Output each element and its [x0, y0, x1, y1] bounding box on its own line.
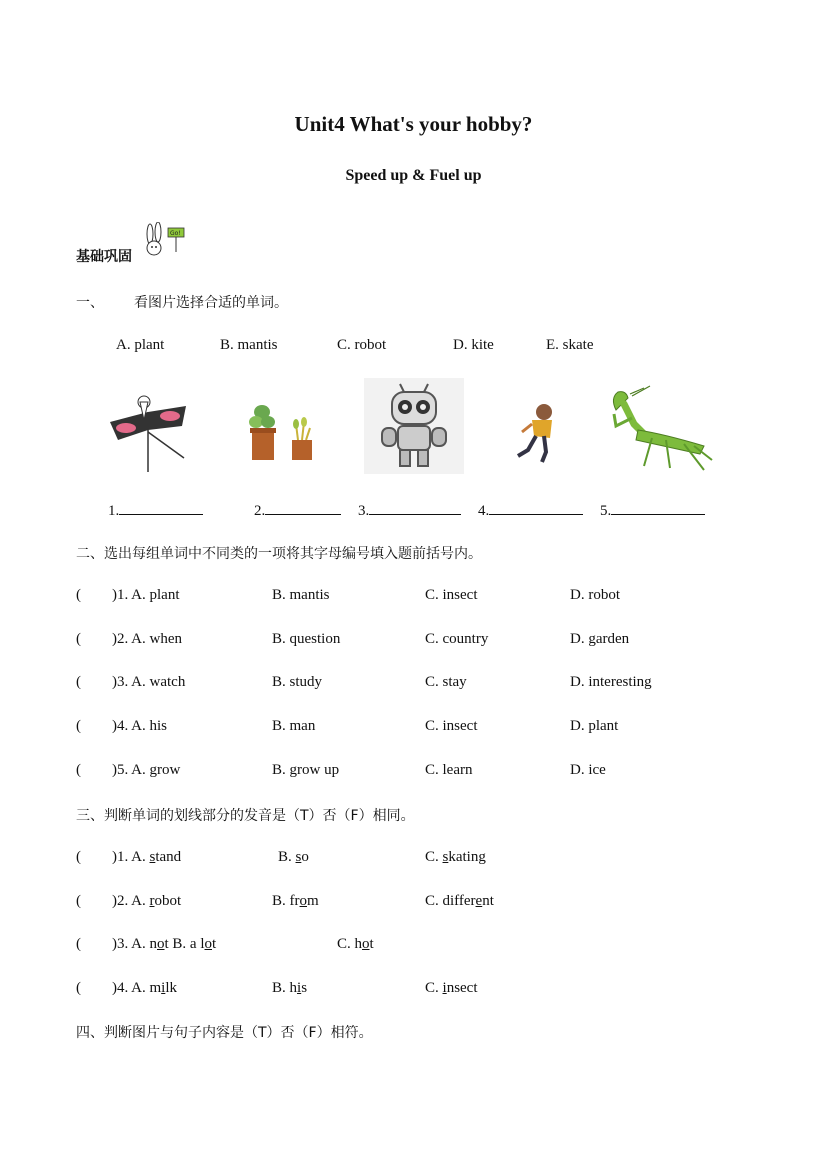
question-number: )1. A. plant: [112, 587, 180, 603]
choice-c: C. learn: [425, 762, 473, 778]
choice-d: D. garden: [570, 631, 630, 647]
option-e: E. skate: [546, 337, 594, 353]
question-number: )3. A. watch: [112, 674, 186, 690]
page-subtitle: Speed up & Fuel up: [345, 167, 482, 184]
plant-picture: [246, 400, 320, 464]
choice-d: D. interesting: [570, 674, 652, 690]
answer-paren[interactable]: (: [76, 980, 81, 996]
answer-paren[interactable]: (: [76, 893, 81, 909]
bunny-go-icon: [140, 222, 190, 258]
answer-paren[interactable]: (: [76, 849, 81, 865]
answer-paren[interactable]: (: [76, 762, 81, 778]
answer-paren[interactable]: (: [76, 674, 81, 690]
choice-c: C. country: [425, 631, 489, 647]
part1-instruction: 看图片选择合适的单词。: [134, 295, 288, 311]
answer-paren[interactable]: (: [76, 631, 81, 647]
question-number: )2. A. when: [112, 631, 182, 647]
word-a: )2. A. robot: [112, 893, 182, 909]
choice-b: B. question: [272, 631, 341, 647]
word-c: C. hot: [337, 936, 374, 952]
answer-paren[interactable]: (: [76, 936, 81, 952]
word-b: B. so: [278, 849, 309, 865]
option-c: C. robot: [337, 337, 387, 353]
word-c: C. insect: [425, 980, 478, 996]
answer-paren[interactable]: (: [76, 587, 81, 603]
answer-blank-5[interactable]: 5.: [600, 500, 705, 520]
page-title: Unit4 What's your hobby?: [294, 112, 533, 136]
word-b: B. his: [272, 980, 308, 996]
choice-c: C. stay: [425, 674, 467, 690]
part1-number: 一、: [76, 295, 104, 311]
word-a-b: )3. A. not B. a lot: [112, 936, 217, 952]
option-d: D. kite: [453, 337, 494, 353]
choice-b: B. man: [272, 718, 316, 734]
question-number: )5. A. grow: [112, 762, 181, 778]
answer-paren[interactable]: (: [76, 718, 81, 734]
kite-picture: [104, 392, 192, 478]
word-c: C. different: [425, 893, 494, 909]
answer-blank-1[interactable]: 1.: [108, 500, 203, 520]
word-a: )1. A. stand: [112, 849, 182, 865]
choice-b: B. mantis: [272, 587, 330, 603]
choice-b: B. study: [272, 674, 323, 690]
answer-blank-3[interactable]: 3.: [358, 500, 461, 520]
answer-blank-4[interactable]: 4.: [478, 500, 583, 520]
part3-instruction: 三、判断单词的划线部分的发音是（T）否（F）相同。: [76, 808, 415, 824]
choice-c: C. insect: [425, 587, 478, 603]
word-b: B. from: [272, 893, 319, 909]
svg-text:Go!: Go!: [170, 230, 181, 237]
part2-instruction: 二、选出每组单词中不同类的一项将其字母编号填入题前括号内。: [76, 546, 482, 562]
option-b: B. mantis: [220, 337, 278, 353]
answer-blank-2[interactable]: 2.: [254, 500, 341, 520]
choice-d: D. robot: [570, 587, 620, 603]
choice-d: D. plant: [570, 718, 619, 734]
section-label-basic: 基础巩固: [76, 249, 132, 265]
choice-c: C. insect: [425, 718, 478, 734]
question-number: )4. A. his: [112, 718, 168, 734]
robot-picture: [364, 378, 464, 474]
skate-picture: [508, 402, 564, 466]
choice-d: D. ice: [570, 762, 606, 778]
part4-instruction: 四、判断图片与句子内容是（T）否（F）相符。: [76, 1025, 373, 1041]
word-c: C. skating: [425, 849, 486, 865]
word-a: )4. A. milk: [112, 980, 178, 996]
choice-b: B. grow up: [272, 762, 340, 778]
mantis-picture: [604, 384, 716, 474]
option-a: A. plant: [116, 337, 165, 353]
